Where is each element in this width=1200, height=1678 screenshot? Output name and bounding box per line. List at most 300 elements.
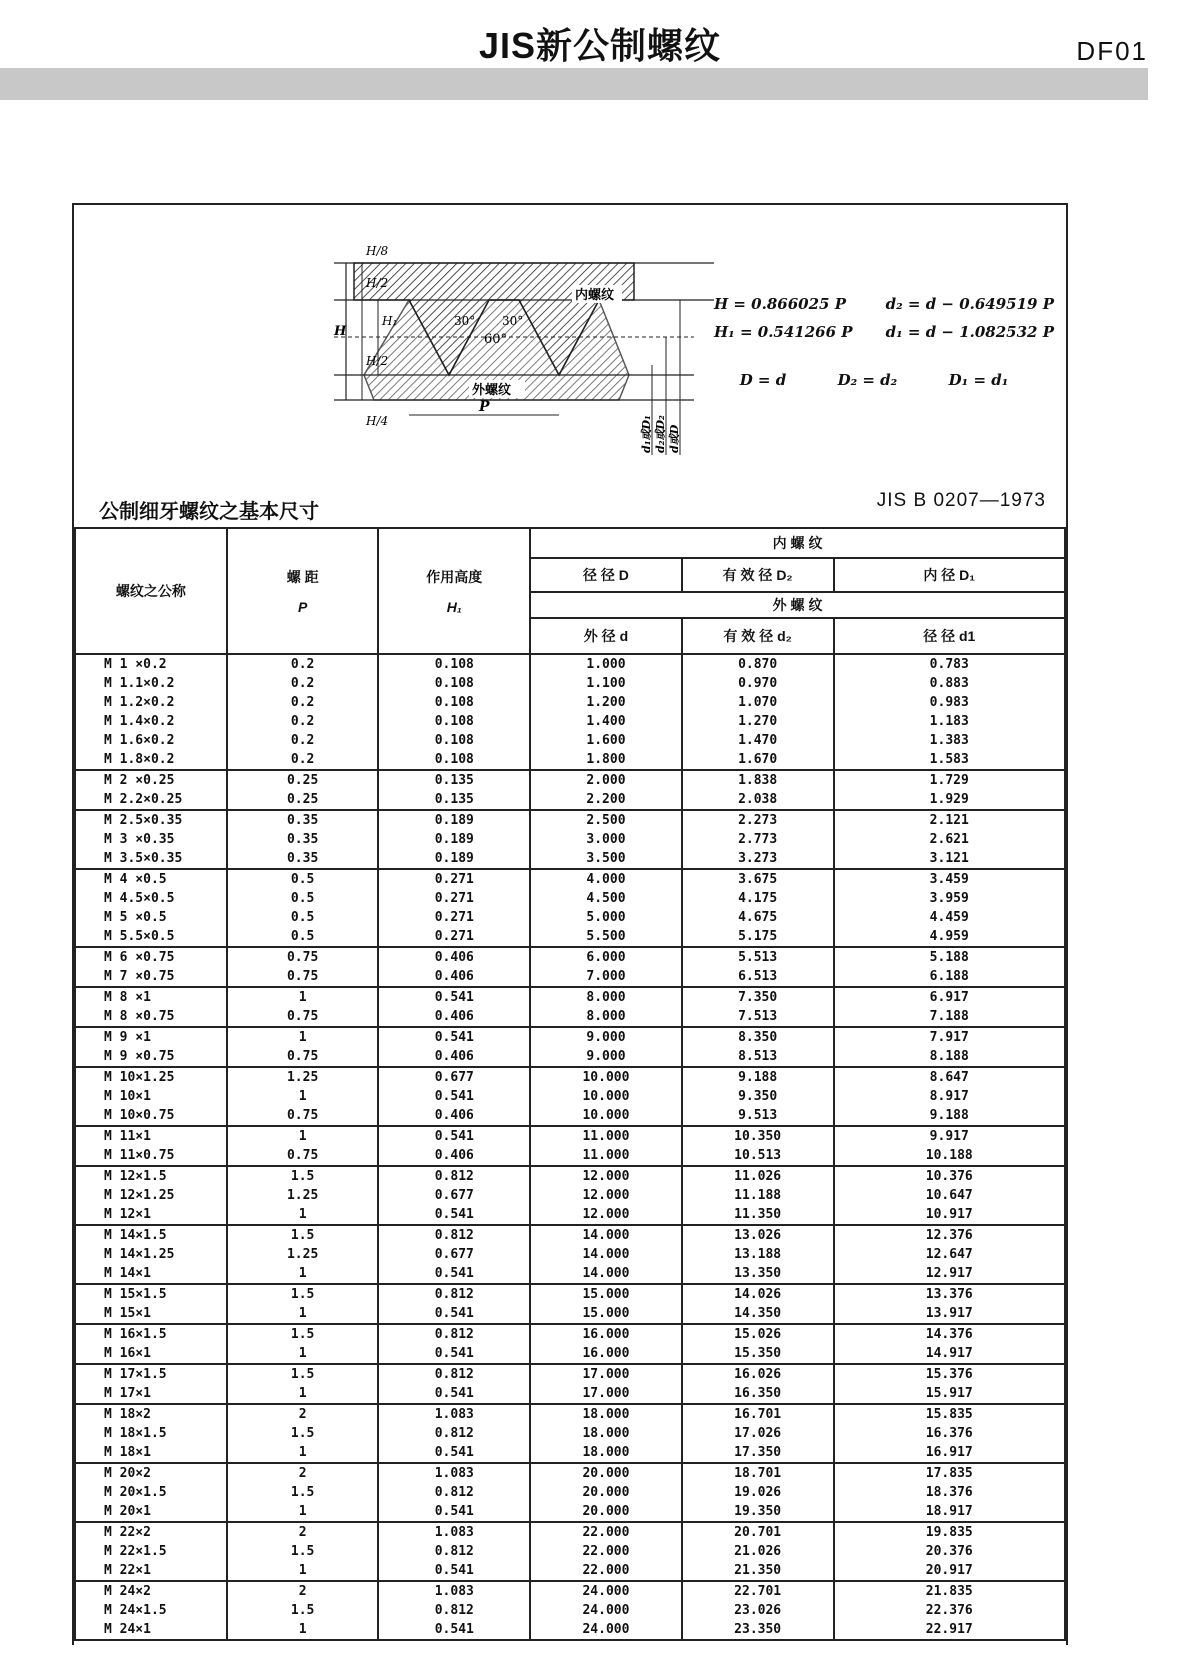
cell-height: 0.541	[378, 1264, 530, 1284]
cell-pitch: 0.2	[227, 693, 379, 712]
cell-pitch: 1	[227, 1304, 379, 1324]
cell-pitch: 0.75	[227, 967, 379, 987]
cell-major: 20.000	[530, 1463, 682, 1483]
cell-pitch: 1.5	[227, 1601, 379, 1620]
cell-minor: 15.376	[834, 1364, 1066, 1384]
cell-major: 18.000	[530, 1404, 682, 1424]
cell-height: 0.541	[378, 1561, 530, 1581]
cell-pitch: 1	[227, 1205, 379, 1225]
cell-major: 4.500	[530, 889, 682, 908]
cell-minor: 5.188	[834, 947, 1066, 967]
cell-thread: M 4.5×0.5	[75, 889, 227, 908]
header-name: 螺纹之公称	[75, 528, 227, 654]
cell-major: 5.500	[530, 927, 682, 947]
cell-thread: M 10×1	[75, 1087, 227, 1106]
cell-thread: M 18×1	[75, 1443, 227, 1463]
cell-major: 12.000	[530, 1166, 682, 1186]
external-thread-label: 外螺纹	[472, 382, 512, 397]
cell-pitch: 0.75	[227, 1146, 379, 1166]
cell-thread: M 1.8×0.2	[75, 750, 227, 770]
table-row	[75, 1384, 1065, 1404]
standard-code: JIS B 0207—1973	[876, 490, 1046, 511]
table-row	[75, 849, 1065, 869]
cell-minor: 0.983	[834, 693, 1066, 712]
cell-minor: 10.188	[834, 1146, 1066, 1166]
cell-major: 15.000	[530, 1284, 682, 1304]
cell-pitch-diameter: 1.270	[682, 712, 834, 731]
cell-pitch-diameter: 15.350	[682, 1344, 834, 1364]
cell-pitch-diameter: 20.701	[682, 1522, 834, 1542]
header-pitch-sym: P	[297, 599, 308, 615]
cell-major: 14.000	[530, 1245, 682, 1264]
table-row	[75, 1284, 1065, 1304]
table-row	[75, 987, 1065, 1007]
table-row	[75, 1324, 1065, 1344]
cell-major: 10.000	[530, 1106, 682, 1126]
cell-pitch-diameter: 10.350	[682, 1126, 834, 1146]
cell-height: 0.271	[378, 927, 530, 947]
cell-thread: M 10×0.75	[75, 1106, 227, 1126]
cell-minor: 19.835	[834, 1522, 1066, 1542]
cell-minor: 12.917	[834, 1264, 1066, 1284]
cell-pitch-diameter: 1.670	[682, 750, 834, 770]
cell-major: 14.000	[530, 1264, 682, 1284]
cell-major: 24.000	[530, 1581, 682, 1601]
table-row	[75, 1146, 1065, 1166]
formula-h: H = 0.866025 P	[714, 295, 846, 313]
cell-thread: M 24×1	[75, 1620, 227, 1640]
cell-thread: M 12×1.5	[75, 1166, 227, 1186]
cell-pitch: 0.75	[227, 947, 379, 967]
cell-minor: 10.647	[834, 1186, 1066, 1205]
cell-minor: 1.729	[834, 770, 1066, 790]
cell-thread: M 12×1.25	[75, 1186, 227, 1205]
cell-minor: 21.835	[834, 1581, 1066, 1601]
cell-pitch: 2	[227, 1404, 379, 1424]
cell-pitch: 1	[227, 1502, 379, 1522]
cell-pitch-diameter: 23.026	[682, 1601, 834, 1620]
cell-height: 0.677	[378, 1067, 530, 1087]
cell-height: 0.189	[378, 849, 530, 869]
cell-thread: M 12×1	[75, 1205, 227, 1225]
table-row	[75, 967, 1065, 987]
cell-height: 0.541	[378, 1304, 530, 1324]
cell-height: 0.541	[378, 1344, 530, 1364]
cell-pitch-diameter: 15.026	[682, 1324, 834, 1344]
cell-thread: M 22×1.5	[75, 1542, 227, 1561]
cell-minor: 3.121	[834, 849, 1066, 869]
formula-D2: D₂ = d₂	[837, 371, 898, 389]
cell-height: 0.812	[378, 1225, 530, 1245]
cell-major: 14.000	[530, 1225, 682, 1245]
cell-pitch-diameter: 0.870	[682, 654, 834, 674]
header-major-ext: 外 径 d	[530, 618, 682, 654]
cell-pitch: 1.5	[227, 1225, 379, 1245]
cell-pitch-diameter: 23.350	[682, 1620, 834, 1640]
cell-pitch-diameter: 1.070	[682, 693, 834, 712]
cell-thread: M 18×1.5	[75, 1424, 227, 1443]
cell-major: 12.000	[530, 1205, 682, 1225]
cell-thread: M 20×1.5	[75, 1483, 227, 1502]
cell-minor: 18.917	[834, 1502, 1066, 1522]
table-row	[75, 869, 1065, 889]
h2a-label: H/2	[366, 276, 389, 290]
cell-pitch-diameter: 16.350	[682, 1384, 834, 1404]
cell-pitch-diameter: 3.675	[682, 869, 834, 889]
cell-major: 16.000	[530, 1324, 682, 1344]
cell-height: 0.812	[378, 1284, 530, 1304]
cell-pitch-diameter: 19.350	[682, 1502, 834, 1522]
table-row	[75, 674, 1065, 693]
cell-thread: M 24×2	[75, 1581, 227, 1601]
cell-minor: 20.376	[834, 1542, 1066, 1561]
formula-d1: d₁ = d − 1.082532 P	[885, 323, 1054, 341]
cell-major: 20.000	[530, 1502, 682, 1522]
d-label: d或D	[668, 424, 681, 453]
header-minor-int: 内 径 D₁	[834, 558, 1066, 592]
cell-minor: 4.459	[834, 908, 1066, 927]
table-row	[75, 1483, 1065, 1502]
cell-pitch: 0.75	[227, 1047, 379, 1067]
formula-h1: H₁ = 0.541266 P	[714, 323, 853, 341]
cell-minor: 12.647	[834, 1245, 1066, 1264]
cell-major: 24.000	[530, 1620, 682, 1640]
cell-major: 18.000	[530, 1424, 682, 1443]
cell-height: 0.108	[378, 693, 530, 712]
cell-height: 0.812	[378, 1542, 530, 1561]
cell-pitch: 2	[227, 1463, 379, 1483]
cell-pitch: 1	[227, 1344, 379, 1364]
table-row	[75, 790, 1065, 810]
cell-minor: 22.376	[834, 1601, 1066, 1620]
cell-pitch: 0.2	[227, 750, 379, 770]
table-row	[75, 830, 1065, 849]
table-row	[75, 693, 1065, 712]
cell-major: 1.000	[530, 654, 682, 674]
cell-minor: 8.188	[834, 1047, 1066, 1067]
cell-pitch: 1.25	[227, 1067, 379, 1087]
cell-pitch-diameter: 11.350	[682, 1205, 834, 1225]
table-row	[75, 1067, 1065, 1087]
table-row	[75, 1463, 1065, 1483]
cell-pitch-diameter: 1.838	[682, 770, 834, 790]
table-title: 公制细牙螺纹之基本尺寸	[99, 501, 319, 523]
cell-minor: 15.917	[834, 1384, 1066, 1404]
cell-height: 0.406	[378, 1007, 530, 1027]
cell-thread: M 8 ×0.75	[75, 1007, 227, 1027]
cell-pitch-diameter: 6.513	[682, 967, 834, 987]
cell-pitch: 1	[227, 1620, 379, 1640]
cell-minor: 16.376	[834, 1424, 1066, 1443]
cell-minor: 12.376	[834, 1225, 1066, 1245]
cell-minor: 10.376	[834, 1166, 1066, 1186]
table-row	[75, 889, 1065, 908]
cell-height: 0.812	[378, 1483, 530, 1502]
cell-pitch: 0.5	[227, 889, 379, 908]
table-row	[75, 1205, 1065, 1225]
cell-minor: 1.929	[834, 790, 1066, 810]
cell-height: 0.541	[378, 1126, 530, 1146]
cell-height: 0.541	[378, 1620, 530, 1640]
cell-minor: 4.959	[834, 927, 1066, 947]
cell-minor: 1.383	[834, 731, 1066, 750]
cell-major: 20.000	[530, 1483, 682, 1502]
cell-height: 0.271	[378, 869, 530, 889]
pitch-label: P	[479, 399, 490, 415]
cell-thread: M 2.2×0.25	[75, 790, 227, 810]
cell-major: 10.000	[530, 1067, 682, 1087]
cell-pitch-diameter: 0.970	[682, 674, 834, 693]
cell-pitch: 0.35	[227, 849, 379, 869]
cell-height: 0.271	[378, 889, 530, 908]
cell-thread: M 1 ×0.2	[75, 654, 227, 674]
cell-pitch: 0.75	[227, 1007, 379, 1027]
cell-minor: 17.835	[834, 1463, 1066, 1483]
cell-pitch: 0.25	[227, 770, 379, 790]
cell-minor: 8.647	[834, 1067, 1066, 1087]
cell-major: 1.200	[530, 693, 682, 712]
cell-height: 0.406	[378, 1146, 530, 1166]
cell-minor: 1.583	[834, 750, 1066, 770]
cell-pitch: 1	[227, 1126, 379, 1146]
table-row	[75, 1245, 1065, 1264]
cell-pitch-diameter: 21.026	[682, 1542, 834, 1561]
table-row	[75, 1601, 1065, 1620]
cell-thread: M 15×1.5	[75, 1284, 227, 1304]
cell-pitch: 1.5	[227, 1284, 379, 1304]
cell-pitch-diameter: 2.273	[682, 810, 834, 830]
cell-pitch-diameter: 21.350	[682, 1561, 834, 1581]
cell-pitch-diameter: 1.470	[682, 731, 834, 750]
cell-thread: M 3.5×0.35	[75, 849, 227, 869]
cell-pitch: 0.25	[227, 790, 379, 810]
cell-pitch: 1.25	[227, 1186, 379, 1205]
table-row	[75, 1404, 1065, 1424]
cell-height: 0.406	[378, 947, 530, 967]
cell-minor: 6.917	[834, 987, 1066, 1007]
table-row	[75, 1502, 1065, 1522]
cell-minor: 20.917	[834, 1561, 1066, 1581]
angle-30b-label: 30°	[502, 314, 524, 328]
page-title: JIS新公制螺纹	[478, 25, 722, 66]
cell-major: 17.000	[530, 1364, 682, 1384]
table-row	[75, 1106, 1065, 1126]
cell-minor: 8.917	[834, 1087, 1066, 1106]
cell-thread: M 22×1	[75, 1561, 227, 1581]
internal-thread-label: 内螺纹	[575, 287, 615, 302]
cell-pitch: 0.2	[227, 731, 379, 750]
cell-height: 0.108	[378, 731, 530, 750]
cell-height: 0.812	[378, 1601, 530, 1620]
cell-major: 2.000	[530, 770, 682, 790]
cell-thread: M 2.5×0.35	[75, 810, 227, 830]
cell-height: 0.812	[378, 1424, 530, 1443]
cell-height: 0.406	[378, 1106, 530, 1126]
cell-thread: M 17×1.5	[75, 1364, 227, 1384]
cell-pitch-diameter: 16.026	[682, 1364, 834, 1384]
cell-height: 0.541	[378, 1443, 530, 1463]
cell-thread: M 4 ×0.5	[75, 869, 227, 889]
cell-major: 8.000	[530, 1007, 682, 1027]
cell-minor: 9.188	[834, 1106, 1066, 1126]
cell-height: 0.406	[378, 1047, 530, 1067]
cell-minor: 22.917	[834, 1620, 1066, 1640]
cell-major: 1.600	[530, 731, 682, 750]
table-row	[75, 1424, 1065, 1443]
cell-pitch-diameter: 10.513	[682, 1146, 834, 1166]
header-pitch: 螺 距 P	[227, 528, 379, 654]
cell-thread: M 24×1.5	[75, 1601, 227, 1620]
table-row	[75, 810, 1065, 830]
cell-thread: M 18×2	[75, 1404, 227, 1424]
table-row	[75, 1047, 1065, 1067]
cell-pitch: 1.25	[227, 1245, 379, 1264]
cell-thread: M 1.1×0.2	[75, 674, 227, 693]
cell-major: 7.000	[530, 967, 682, 987]
cell-height: 1.083	[378, 1463, 530, 1483]
table-row	[75, 1443, 1065, 1463]
cell-minor: 2.121	[834, 810, 1066, 830]
header-major-int: 径 径 D	[530, 558, 682, 592]
cell-major: 10.000	[530, 1087, 682, 1106]
cell-thread: M 16×1	[75, 1344, 227, 1364]
h2b-label: H/2	[366, 354, 389, 368]
cell-major: 1.100	[530, 674, 682, 693]
cell-height: 0.541	[378, 1502, 530, 1522]
cell-major: 4.000	[530, 869, 682, 889]
cell-height: 0.541	[378, 1384, 530, 1404]
cell-height: 0.135	[378, 790, 530, 810]
cell-thread: M 11×1	[75, 1126, 227, 1146]
cell-height: 0.541	[378, 1027, 530, 1047]
cell-thread: M 1.2×0.2	[75, 693, 227, 712]
cell-minor: 13.917	[834, 1304, 1066, 1324]
table-row	[75, 1225, 1065, 1245]
table-row	[75, 1364, 1065, 1384]
cell-pitch-diameter: 19.026	[682, 1483, 834, 1502]
formula-D: D = d	[739, 371, 787, 389]
cell-pitch-diameter: 4.675	[682, 908, 834, 927]
cell-thread: M 16×1.5	[75, 1324, 227, 1344]
cell-pitch-diameter: 17.026	[682, 1424, 834, 1443]
table-row	[75, 1620, 1065, 1640]
cell-pitch: 0.5	[227, 927, 379, 947]
cell-minor: 3.459	[834, 869, 1066, 889]
cell-thread: M 17×1	[75, 1384, 227, 1404]
table-row	[75, 927, 1065, 947]
cell-height: 0.135	[378, 770, 530, 790]
cell-major: 12.000	[530, 1186, 682, 1205]
cell-minor: 0.783	[834, 654, 1066, 674]
cell-pitch: 0.2	[227, 674, 379, 693]
header-external: 外 螺 纹	[530, 592, 1065, 618]
cell-pitch-diameter: 3.273	[682, 849, 834, 869]
cell-minor: 7.917	[834, 1027, 1066, 1047]
cell-minor: 9.917	[834, 1126, 1066, 1146]
cell-height: 0.108	[378, 654, 530, 674]
cell-pitch-diameter: 5.175	[682, 927, 834, 947]
cell-minor: 18.376	[834, 1483, 1066, 1502]
cell-thread: M 1.6×0.2	[75, 731, 227, 750]
cell-major: 1.800	[530, 750, 682, 770]
cell-pitch: 1.5	[227, 1542, 379, 1561]
cell-pitch-diameter: 7.350	[682, 987, 834, 1007]
cell-major: 22.000	[530, 1561, 682, 1581]
cell-pitch: 0.35	[227, 830, 379, 849]
header-height-sym: H₁	[446, 599, 462, 615]
cell-major: 24.000	[530, 1601, 682, 1620]
cell-major: 18.000	[530, 1443, 682, 1463]
header-internal: 内 螺 纹	[530, 528, 1065, 558]
thread-profile-diagram	[274, 225, 714, 455]
d2-label: d₂或D₂	[654, 415, 667, 453]
angle-30a-label: 30°	[454, 314, 476, 328]
cell-thread: M 14×1.25	[75, 1245, 227, 1264]
table-row	[75, 1027, 1065, 1047]
cell-major: 2.500	[530, 810, 682, 830]
cell-pitch-diameter: 9.188	[682, 1067, 834, 1087]
h1-label: H₁	[382, 314, 398, 328]
cell-pitch-diameter: 18.701	[682, 1463, 834, 1483]
cell-height: 1.083	[378, 1581, 530, 1601]
cell-pitch: 0.5	[227, 908, 379, 927]
cell-thread: M 9 ×1	[75, 1027, 227, 1047]
table-row	[75, 1264, 1065, 1284]
cell-height: 0.271	[378, 908, 530, 927]
cell-thread: M 14×1	[75, 1264, 227, 1284]
cell-height: 0.541	[378, 1205, 530, 1225]
cell-thread: M 7 ×0.75	[75, 967, 227, 987]
cell-pitch-diameter: 22.701	[682, 1581, 834, 1601]
table-row	[75, 1166, 1065, 1186]
cell-major: 11.000	[530, 1146, 682, 1166]
cell-major: 9.000	[530, 1047, 682, 1067]
cell-pitch-diameter: 4.175	[682, 889, 834, 908]
formula-D1: D₁ = d₁	[948, 371, 1009, 389]
cell-thread: M 9 ×0.75	[75, 1047, 227, 1067]
cell-minor: 1.183	[834, 712, 1066, 731]
cell-pitch-diameter: 11.188	[682, 1186, 834, 1205]
header-pitch-int: 有 效 径 D₂	[682, 558, 834, 592]
cell-pitch-diameter: 13.188	[682, 1245, 834, 1264]
cell-minor: 7.188	[834, 1007, 1066, 1027]
h4-label: H/4	[366, 414, 389, 428]
table-row	[75, 947, 1065, 967]
header-bar	[0, 68, 1148, 100]
table-row	[75, 1087, 1065, 1106]
cell-thread: M 1.4×0.2	[75, 712, 227, 731]
cell-major: 9.000	[530, 1027, 682, 1047]
cell-thread: M 14×1.5	[75, 1225, 227, 1245]
cell-height: 1.083	[378, 1522, 530, 1542]
cell-pitch-diameter: 14.026	[682, 1284, 834, 1304]
table-row	[75, 750, 1065, 770]
cell-major: 2.200	[530, 790, 682, 810]
cell-height: 0.189	[378, 810, 530, 830]
cell-pitch-diameter: 7.513	[682, 1007, 834, 1027]
table-row	[75, 1344, 1065, 1364]
cell-height: 0.677	[378, 1186, 530, 1205]
cell-pitch-diameter: 17.350	[682, 1443, 834, 1463]
cell-pitch-diameter: 8.513	[682, 1047, 834, 1067]
table-row	[75, 1581, 1065, 1601]
cell-minor: 10.917	[834, 1205, 1066, 1225]
cell-minor: 2.621	[834, 830, 1066, 849]
cell-pitch: 1	[227, 1384, 379, 1404]
cell-thread: M 20×2	[75, 1463, 227, 1483]
cell-major: 8.000	[530, 987, 682, 1007]
cell-minor: 0.883	[834, 674, 1066, 693]
